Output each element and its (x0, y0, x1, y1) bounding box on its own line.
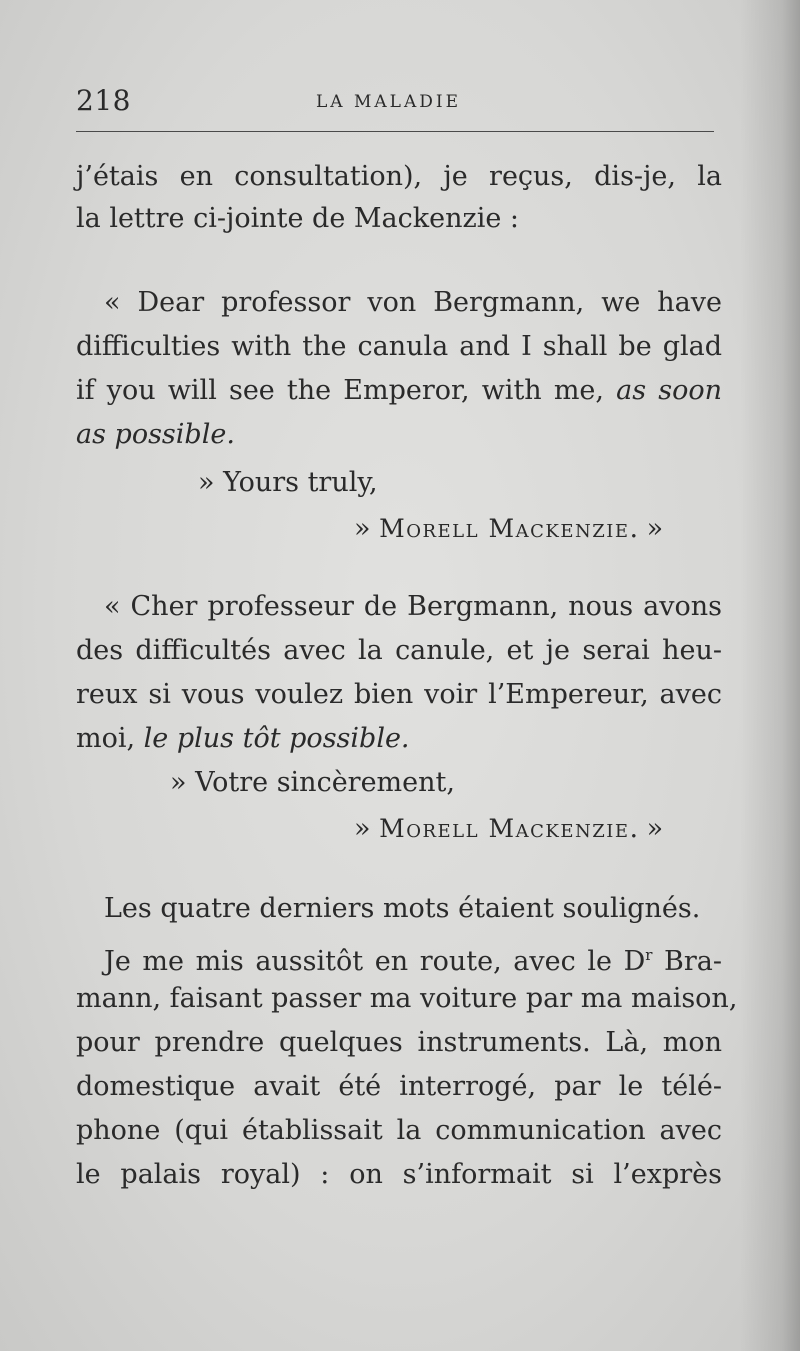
text-line (76, 368, 722, 414)
text-line: Les quatre derniers mots étaient soulignés. (104, 893, 701, 924)
text-line: des difficultés avec la canule, et je serai heu- (76, 635, 722, 666)
superscript: r (645, 946, 653, 964)
signature-name: Morell Mackenzie (379, 514, 630, 543)
text-span: . » (629, 513, 664, 544)
text-span: . » (629, 813, 664, 844)
text-line: difficulties with the canula and I shall be glad (76, 331, 722, 362)
text-line: « Dear professor von Bergmann, we have (104, 287, 722, 318)
text-line: » Yours truly, (198, 467, 378, 498)
text-line: domestique avait été interrogé, par le télé- (76, 1071, 722, 1102)
italic-span: le plus tôt possible. (143, 723, 410, 754)
text-line: reux si vous voulez bien voir l’Empereur, avec (76, 679, 722, 710)
page-edge-shadow (740, 0, 800, 1351)
signature-line (354, 806, 714, 852)
text-line: as possible. (76, 419, 235, 450)
italic-span: as soon (616, 375, 723, 406)
text-line: » Votre sincèrement, (170, 767, 455, 798)
header-rule (76, 131, 714, 132)
text-span: » (354, 813, 380, 844)
text-line: le palais royal) : on s’informait si l’exprès (76, 1159, 722, 1190)
running-head: LA MALADIE (316, 92, 461, 112)
signature-line (354, 506, 714, 552)
text-span: moi, (76, 723, 144, 754)
text-span: Bra- (652, 946, 722, 977)
text-line (76, 716, 722, 762)
text-line: « Cher professeur de Bergmann, nous avons (104, 591, 722, 622)
text-line: j’étais en consultation), je reçus, dis-je, la (76, 161, 722, 192)
text-line: mann, faisant passer ma voiture par ma maison, (76, 983, 738, 1014)
text-line: pour prendre quelques instruments. Là, mon (76, 1027, 722, 1058)
text-line: phone (qui établissait la communication avec (76, 1115, 722, 1146)
text-span: » (354, 513, 380, 544)
text-span: Je me mis aussitôt en route, avec le D (104, 946, 646, 977)
text-span: if you will see the Emperor, with me, (76, 375, 604, 406)
signature-name: Morell Mackenzie (379, 814, 630, 843)
page-number: 218 (76, 84, 131, 117)
page-header (76, 84, 716, 118)
text-line: la lettre ci-jointe de Mackenzie : (76, 203, 519, 234)
